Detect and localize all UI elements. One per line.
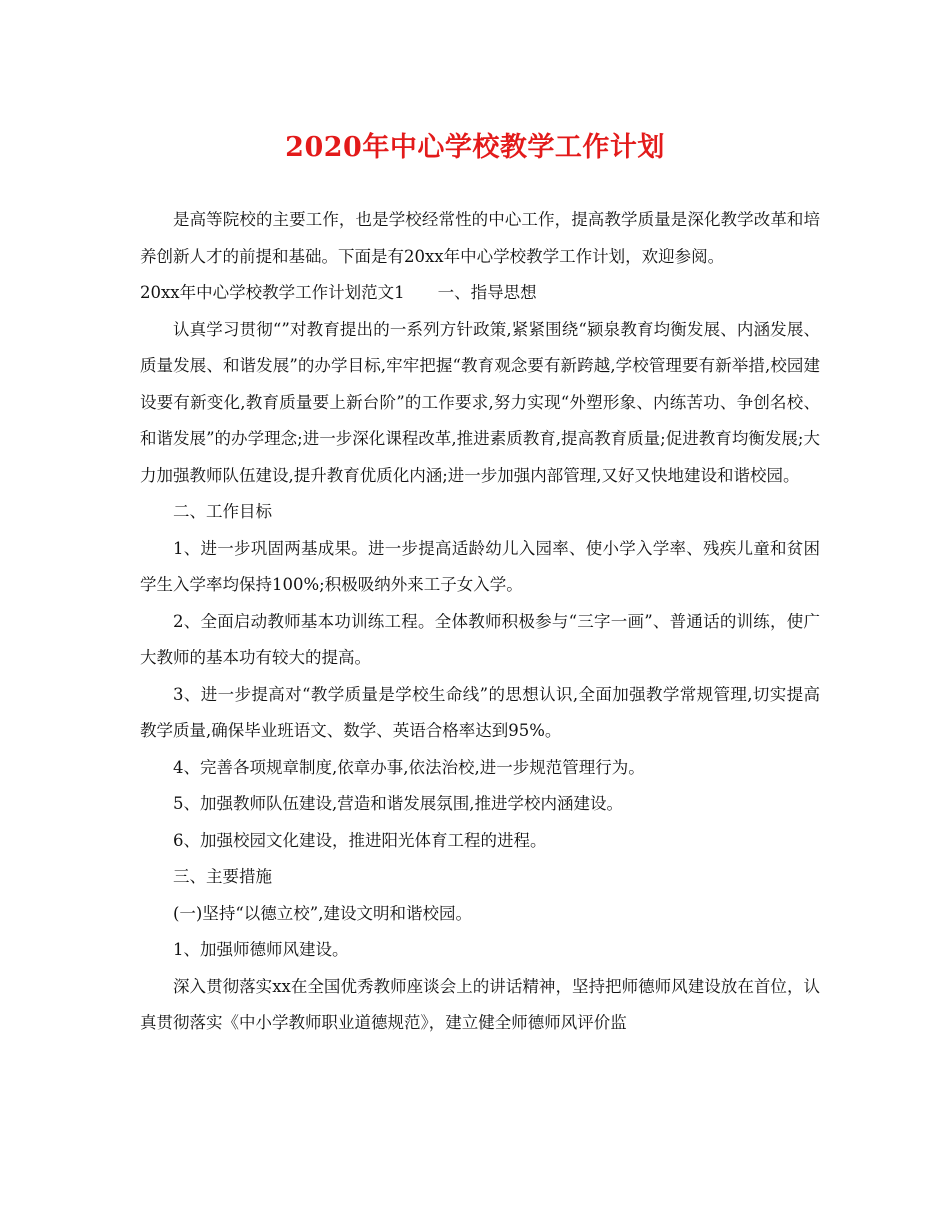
paragraph-goal-2: 2、全面启动教师基本功训练工程。全体教师积极参与“三字一画”、普通话的训练，使广大教师的基本功有较大的提高。 [140,611,820,667]
document-body [140,202,820,1042]
paragraph-guiding-thought: 认真学习贯彻“”对教育提出的一系列方针政策,紧紧围绕“颍泉教育均衡发展、内涵发展、质量发展、和谐发展”的办学目标,牢牢把握“教育观念要有新跨越,学校管理要有新举措,校园建设要有新变化,教育质量要上新台阶”的工作要求,努力实现“外塑形象、内练苦功、争创名校、和谐发展”的办学理念;进一步深化课程改革,推进素质教育,提高教育质量;促进教育均衡发展;大力加强教师队伍建设,提升教育优质化内涵;进一步加强内部管理,又好又快地建设和谐校园。 [140,319,820,485]
paragraph-measure-1-1-body: 深入贯彻落实xx在全国优秀教师座谈会上的讲话精神，坚持把师德师风建设放在首位，认真贯彻落实《中小学教师职业道德规范》，建立健全师德师风评价监 [140,976,820,1032]
paragraph-goal-6: 6、加强校园文化建设，推进阳光体育工程的进程。 [173,830,547,850]
paragraph-heading-measures: 三、主要措施 [173,867,272,886]
paragraph-measure-1-1: 1、加强师德师风建设。 [173,940,349,959]
paragraph-heading-goals: 二、工作目标 [173,502,272,521]
paragraph-goal-1: 1、进一步巩固两基成果。进一步提高适龄幼儿入园率、使小学入学率、残疾儿童和贫困学生入学率均保持100%;积极吸纳外来工子女入学。 [140,538,820,594]
page-title: 2020年中心学校教学工作计划 [285,132,665,163]
paragraph-section-heading: 20xx年中心学校教学工作计划范文1 一、指导思想 [140,283,537,302]
paragraph-goal-5: 5、加强教师队伍建设,营造和谐发展氛围,推进学校内涵建设。 [173,794,623,813]
paragraph-goal-3: 3、进一步提高对“教学质量是学校生命线”的思想认识,全面加强教学常规管理,切实提高教学质量,确保毕业班语文、数学、英语合格率达到95%。 [140,684,820,740]
paragraph-measure-1: (一)坚持“以德立校”,建设文明和谐校园。 [173,903,472,923]
paragraph-goal-4: 4、完善各项规章制度,依章办事,依法治校,进一步规范管理行为。 [173,757,645,777]
paragraph-intro: 是高等院校的主要工作，也是学校经常性的中心工作，提高教学质量是深化教学改革和培养创新人才的前提和基础。下面是有20xx年中心学校教学工作计划，欢迎参阅。 [140,210,820,266]
